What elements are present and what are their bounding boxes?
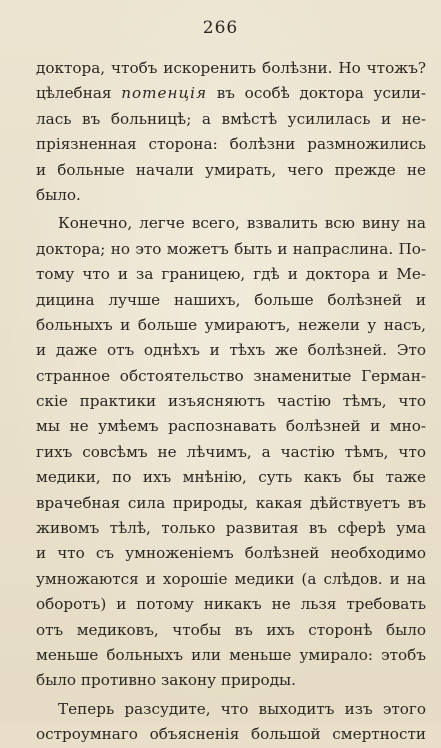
text-line: медики, по ихъ мнѣнію, суть какъ бы таже: [36, 468, 426, 487]
text-line: меньше больныхъ или меньше умирало: этобъ: [36, 645, 426, 664]
text-line: скіе практики изъясняютъ частію тѣмъ, что: [36, 392, 426, 411]
line-remainder: въ особѣ доктора усили-: [216, 84, 426, 103]
paragraph-first-line: Теперь разсудите, что выходитъ изъ этого: [58, 699, 426, 718]
paragraph-first-line: Конечно, легче всего, взвалить всю вину на: [58, 214, 426, 233]
text-line: врачебная сила природы, какая дѣйствуетъ въ: [36, 493, 426, 512]
text-line: и даже отъ однѣхъ и тѣхъ же болѣзней. Это: [36, 341, 426, 360]
text-line: гихъ совсѣмъ не лѣчимъ, а частію тѣмъ, что: [36, 442, 426, 461]
text-line: мы не умѣемъ распознавать болѣзней и мно-: [36, 417, 426, 436]
text-line: доктора, чтобъ искоренить болѣзни. Но чтожъ?: [36, 59, 426, 77]
text-line: тому что и за границею, гдѣ и доктора и Ме-: [36, 265, 426, 284]
page-number: 266: [202, 18, 239, 38]
text-line: было.: [36, 185, 81, 204]
text-line: живомъ тѣлѣ, только развитая въ сферѣ ума: [36, 519, 426, 538]
text-line: и больные начали умирать, чего прежде не: [36, 160, 426, 179]
text-line: пріязненная сторона: болѣзни размножились: [36, 135, 426, 154]
text-line: дицина лучше нашихъ, больше болѣзней и: [36, 290, 426, 309]
text-line: лась въ больницѣ; а вмѣстѣ усилилась и не-: [36, 109, 426, 128]
text-line: оборотъ) и потому никакъ не льзя требовать: [36, 595, 426, 614]
text-line: [36, 81, 426, 106]
text-line: отъ медиковъ, чтобы въ ихъ сторонѣ было: [36, 620, 426, 639]
text-line: больныхъ и больше умираютъ, нежели у насъ,: [36, 315, 426, 334]
text-line: и что съ умноженіемъ болѣзней необходимо: [36, 544, 426, 563]
text-line: остроумнаго объясненія большой смертности: [36, 725, 426, 744]
text-line: было противно закону природы.: [36, 671, 296, 690]
word-tselebnaya: цѣлебная: [36, 84, 112, 103]
text-body: [36, 56, 426, 748]
emphasized-word: потенція: [121, 84, 208, 103]
text-line: странное обстоятельство знаменитые Герман-: [36, 366, 426, 385]
text-line: доктора; но это можетъ быть и напраслина. По-: [36, 239, 426, 258]
text-line: умножаются и хорошіе медики (а слѣдов. и на: [36, 569, 426, 588]
